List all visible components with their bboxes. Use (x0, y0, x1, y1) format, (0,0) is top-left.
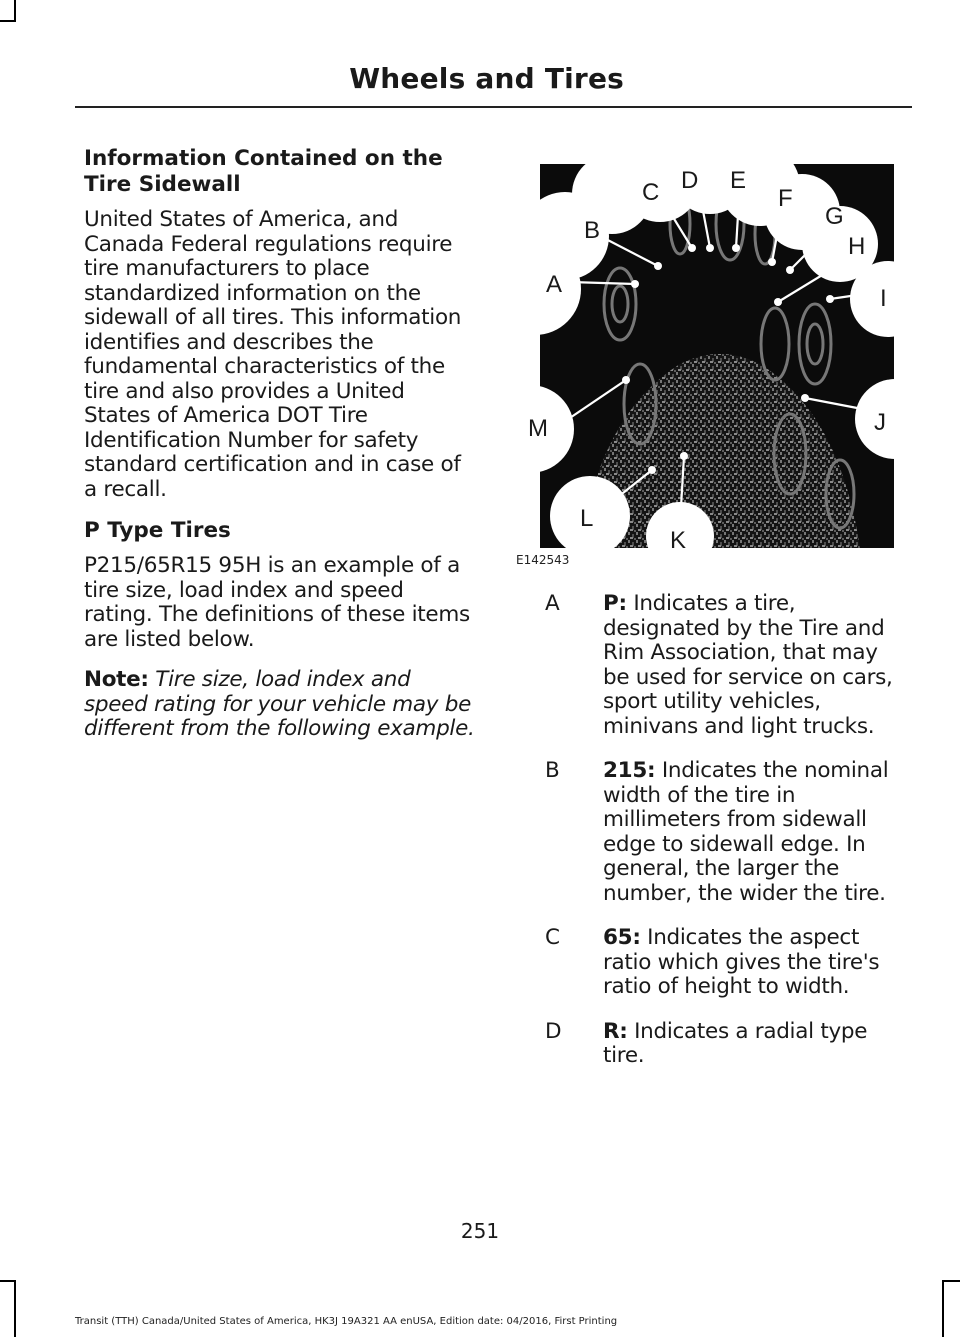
crop-mark (942, 1280, 944, 1337)
header-divider (75, 106, 912, 108)
definition-term: 215: (603, 758, 656, 783)
intro-paragraph: United States of America, and Canada Federal regulations require tire manufacturers to place standardized information on the sidewall of all tires. This information identifies and describes the fundamental characteristics of the tire and also provides a United States of America DOT Tire Identification Number for safety standard certification and in case of a recall. (84, 207, 462, 502)
callout-d: D (681, 167, 699, 194)
definition-text (603, 1020, 910, 1069)
definition-description: Indicates a tire, designated by the Tire and Rim Association, that may be used for service on cars, sport utility vehicles, minivans and light trucks. (603, 591, 893, 739)
crop-mark (14, 0, 16, 22)
definition-text (603, 592, 910, 739)
definition-term: R: (603, 1018, 628, 1044)
page-header-title: Wheels and Tires (349, 62, 624, 95)
definition-term: 65: (603, 925, 641, 950)
definition-letter: A (545, 591, 560, 616)
callout-i: I (880, 285, 887, 312)
tire-sidewall-illustration (528, 164, 894, 554)
definition-list (545, 592, 910, 1089)
figure-id: E142543 (516, 553, 570, 567)
callout-a: A (546, 271, 563, 298)
definition-term: P: (603, 591, 627, 616)
definition-letter: D (545, 1018, 562, 1044)
callout-l: L (580, 505, 594, 532)
callout-e: E (730, 167, 747, 194)
definition-letter: B (545, 758, 560, 783)
callout-g: G (825, 203, 844, 230)
crop-mark (942, 1280, 960, 1282)
definition-letter: C (545, 925, 561, 950)
crop-mark (0, 20, 16, 22)
callout-f: F (778, 185, 793, 212)
note-label: Note: (84, 667, 149, 692)
callout-j: J (874, 409, 886, 436)
subheading: P Type Tires (84, 518, 231, 543)
definition-item (545, 926, 910, 1000)
callout-c: C (642, 179, 660, 206)
crop-mark (14, 1280, 16, 1337)
left-column (84, 146, 476, 758)
callout-b: B (584, 217, 601, 244)
note (84, 668, 476, 742)
page-number: 251 (460, 1219, 500, 1243)
section-heading: Information Contained on the Tire Sidewall (84, 146, 443, 197)
callout-h: H (848, 233, 866, 260)
crop-mark (0, 1280, 16, 1282)
definition-text (603, 759, 910, 906)
definition-description: Indicates a radial type tire. (603, 1018, 868, 1068)
definition-description: Indicates the aspect ratio which gives the tire's ratio of height to width. (603, 925, 880, 999)
definition-item (545, 592, 910, 739)
callout-k: K (670, 527, 687, 554)
definition-item (545, 759, 910, 906)
example-paragraph: P215/65R15 95H is an example of a tire size, load index and speed rating. The definitions of these items are listed below. (84, 553, 470, 652)
note-text: Tire size, load index and speed rating for your vehicle may be different from the following example. (84, 667, 475, 741)
definition-item (545, 1020, 910, 1069)
callout-m: M (528, 415, 548, 442)
definition-description: Indicates the nominal width of the tire in millimeters from sidewall edge to sidewall edge. In general, the larger the number, the wider the tire. (603, 758, 889, 906)
tire-sidewall-figure (528, 164, 894, 554)
definition-text (603, 926, 910, 1000)
page-footer: Transit (TTH) Canada/United States of America, HK3J 19A321 AA enUSA, Edition date: 04/2016, First Printing (75, 1316, 618, 1327)
